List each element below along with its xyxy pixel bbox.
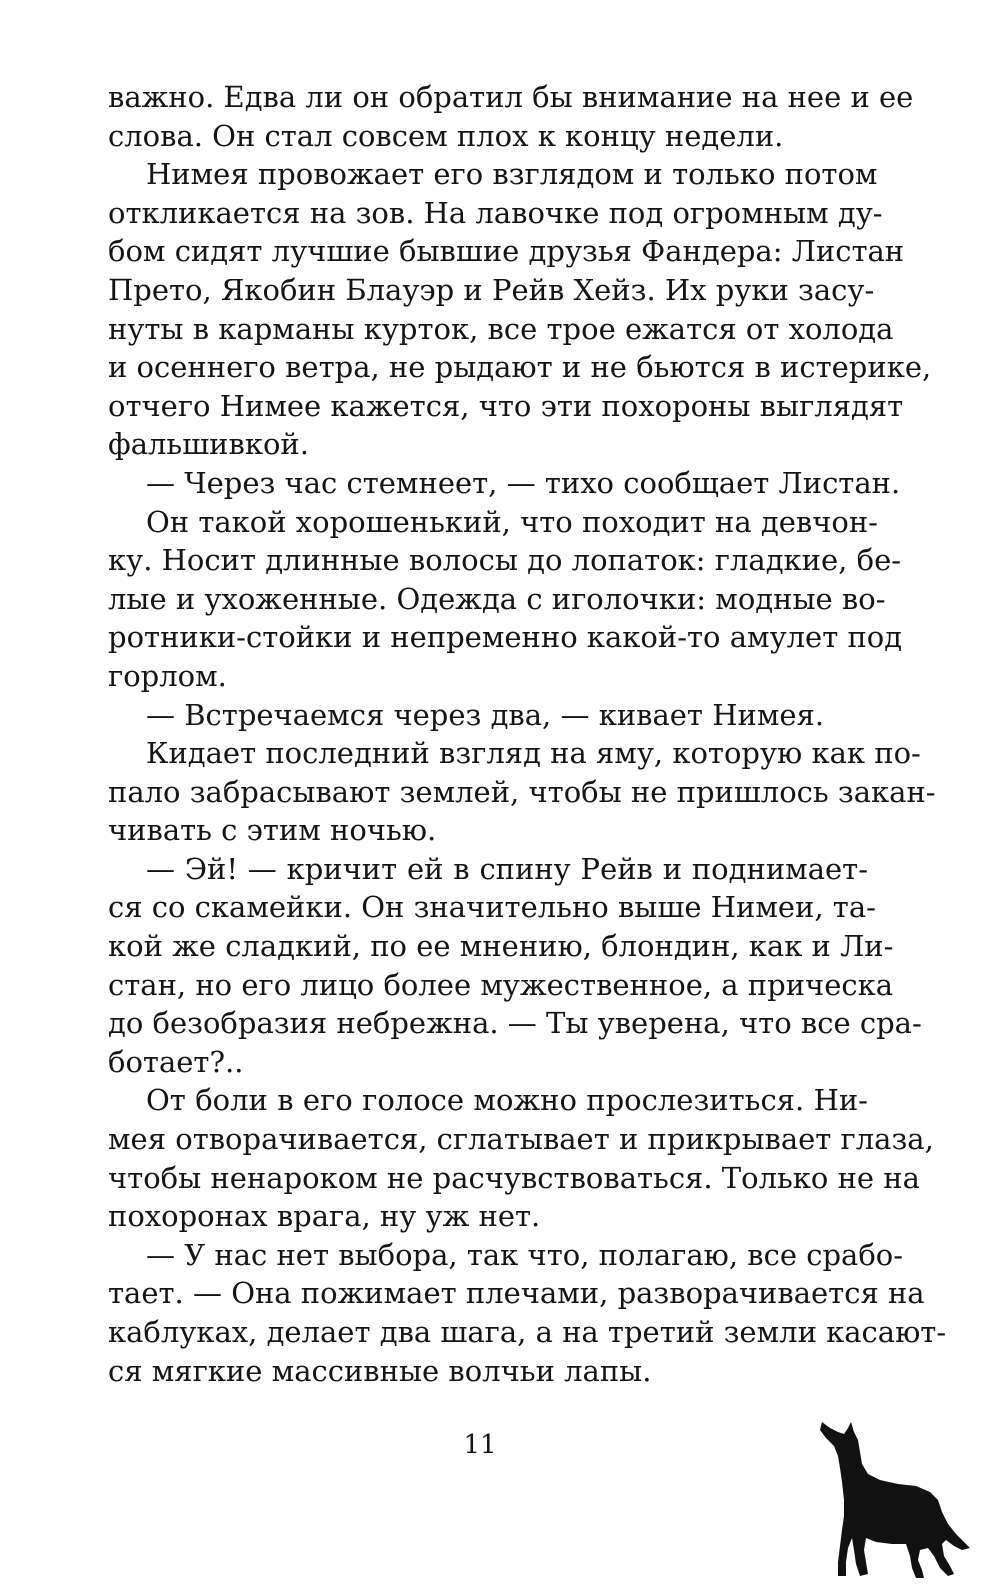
text-line: чивать с этим ночью. [108,813,437,848]
text-line: От боли в его голосе можно прослезиться. Ни- [146,1083,868,1118]
text-line: откликается на зов. На лавочке под огромным ду- [108,195,883,230]
text-line: до безобразия небрежна. — Ты уверена, что все сра- [108,1006,922,1041]
text-line: ку. Носит длинные волосы до лопаток: гладкие, бе- [108,543,902,578]
text-line: нуты в карманы курток, все трое ежатся от холода [108,311,894,346]
text-line: важно. Едва ли он обратил бы внимание на нее и ее [108,80,914,114]
text-line: Он такой хорошенький, что походит на девчон- [146,504,878,539]
text-line: тает. — Она пожимает плечами, разворачивается на [108,1276,925,1311]
text-line: стан, но его лицо более мужественное, а прическа [108,967,894,1002]
text-line: фальшивкой. [108,427,309,462]
howling-wolf-icon [820,1420,970,1580]
text-line: пало забрасывают землей, чтобы не пришлось закан- [108,774,936,809]
text-line: ся со скамейки. Он значительно выше Нимеи, та- [108,890,876,925]
text-line: кой же сладкий, по ее мнению, блондин, как и Ли- [108,929,894,964]
text-line: бом сидят лучшие бывшие друзья Фандера: Листан [108,234,905,269]
text-line: ротники-стойки и непременно какой-то амулет под [108,620,903,655]
body-text [108,78,947,1390]
text-line: горлом. [108,658,227,693]
text-line: лые и ухоженные. Одежда с иголочки: модные во- [108,581,886,616]
text-line: — Эй! — кричит ей в спину Рейв и поднимает- [146,851,868,886]
text-line: чтобы ненароком не расчувствоваться. Только не на [108,1160,920,1195]
text-line: похоронах врага, ну уж нет. [108,1199,541,1234]
text-line: отчего Нимее кажется, что эти похороны выглядят [108,388,904,423]
text-line: — У нас нет выбора, так что, полагаю, все срабо- [146,1237,904,1272]
text-line: слова. Он стал совсем плох к концу недели. [108,118,784,153]
text-line: Нимея провожает его взглядом и только потом [146,157,878,192]
text-line: и осеннего ветра, не рыдают и не бьются в истерике, [108,350,932,385]
text-line: — Через час стемнеет, — тихо сообщает Листан. [146,465,901,500]
page-number: 11 [463,1430,497,1460]
text-line: Прето, Якобин Блауэр и Рейв Хейз. Их руки засу- [108,272,875,307]
text-line: Кидает последний взгляд на яму, которую как по- [146,736,921,771]
text-line: каблуках, делает два шага, а на третий земли касают- [108,1315,947,1349]
text-line: ся мягкие массивные волчьи лапы. [108,1353,652,1388]
text-line: — Встречаемся через два, — кивает Нимея. [146,697,825,732]
text-line: мея отворачивается, сглатывает и прикрывает глаза, [108,1122,934,1157]
text-line: ботает?.. [108,1044,244,1079]
